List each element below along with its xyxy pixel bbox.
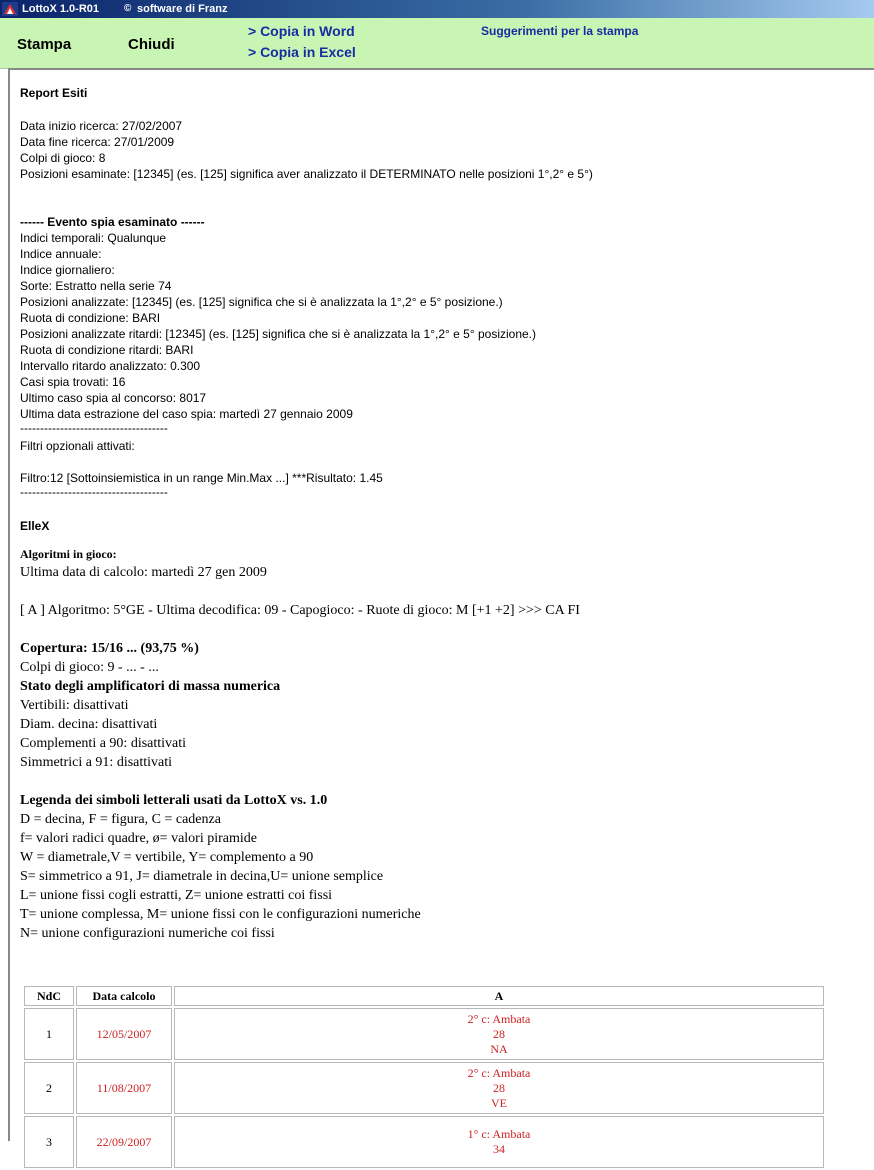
cell-a-number: 28: [493, 1080, 505, 1095]
filters-header: Filtri opzionali attivati:: [20, 439, 135, 453]
algo-header: Algoritmi in gioco:: [20, 547, 117, 561]
cell-date: 12/05/2007: [76, 1008, 172, 1060]
legend-line: f= valori radici quadre, ø= valori piramide: [20, 831, 257, 846]
cell-a-type: 2° c: Ambata: [467, 1065, 531, 1080]
cell-a-number: 34: [493, 1142, 505, 1156]
cell-a-type: 2° c: Ambata: [467, 1011, 531, 1026]
ellex-title: ElleX: [20, 519, 50, 533]
spy-line: Posizioni analizzate ritardi: [12345] (es. [125] significa che si è analizzata la 1°,2° e 5° posizione.): [20, 327, 537, 341]
ellex-shots: Colpi di gioco: 9 - ... - ...: [20, 660, 159, 675]
spy-line: Ruota di condizione ritardi: BARI: [20, 343, 194, 357]
filter-line: Filtro:12 [Sottoinsiemistica in un range Min.Max ...] ***Risultato: 1.45: [20, 471, 383, 485]
spy-event-header: ------ Evento spia esaminato ------: [20, 215, 205, 229]
spy-line: Ultimo caso spia al concorso: 8017: [20, 391, 207, 405]
report-panel: [8, 68, 874, 1156]
cell-a: [174, 1008, 824, 1060]
title-bar: [0, 0, 874, 18]
cell-a-number: 28: [493, 1026, 505, 1041]
cell-ndc: 2: [24, 1062, 74, 1114]
report-end-date: Data fine ricerca: 27/01/2009: [20, 135, 175, 149]
copy-excel-link[interactable]: > Copia in Excel: [248, 44, 356, 60]
table-row: [24, 1062, 824, 1114]
divider-line: -------------------------------------: [20, 421, 168, 435]
spy-line: Indici temporali: Qualunque: [20, 231, 167, 245]
spy-line: Ultima data estrazione del caso spia: martedì 27 gennaio 2009: [20, 407, 353, 421]
col-header-ndc: NdC: [24, 986, 74, 1006]
spy-line: Posizioni analizzate: [12345] (es. [125] significa che si è analizzata la 1°,2° e 5° posizione.): [20, 295, 503, 309]
amplifiers-header: Stato degli amplificatori di massa numerica: [20, 679, 281, 694]
legend-line: N= unione configurazioni numeriche coi fissi: [20, 926, 275, 941]
toolbar: [0, 18, 874, 69]
legend-header: Legenda dei simboli letterali usati da LottoX vs. 1.0: [20, 793, 328, 808]
results-table: [22, 984, 826, 1170]
algorithm-line: [ A ] Algoritmo: 5°GE - Ultima decodifica: 09 - Capogioco: - Ruote di gioco: M [+1 +2] >>> CA FI: [20, 603, 580, 618]
report-start-date: Data inizio ricerca: 27/02/2007: [20, 119, 183, 133]
cell-a-wheel: VE: [491, 1095, 507, 1110]
copyright-icon: ©: [124, 3, 132, 14]
legend-line: W = diametrale,V = vertibile, Y= complemento a 90: [20, 850, 314, 865]
col-header-date: Data calcolo: [76, 986, 172, 1006]
window-subtitle: software di Franz: [137, 3, 228, 15]
cell-a: [174, 1116, 824, 1168]
cell-a-type: 1° c: Ambata: [467, 1127, 531, 1141]
spy-line: Sorte: Estratto nella serie 74: [20, 279, 172, 293]
report-shots: Colpi di gioco: 8: [20, 151, 106, 165]
window-title: LottoX 1.0-R01: [22, 3, 100, 15]
cell-ndc: 1: [24, 1008, 74, 1060]
table-row: [24, 1008, 824, 1060]
lottox-logo-icon: [2, 2, 18, 16]
print-tips-link[interactable]: Suggerimenti per la stampa: [481, 24, 639, 38]
print-button[interactable]: Stampa: [17, 36, 72, 53]
cell-date: 11/08/2007: [76, 1062, 172, 1114]
cell-a-wheel: NA: [490, 1041, 508, 1056]
legend-line: L= unione fissi cogli estratti, Z= unione estratti coi fissi: [20, 888, 333, 903]
report-title: Report Esiti: [20, 86, 88, 100]
spy-line: Indice annuale:: [20, 247, 102, 261]
close-button[interactable]: Chiudi: [128, 36, 175, 53]
report-positions: Posizioni esaminate: [12345] (es. [125] significa aver analizzato il DETERMINATO nelle posizioni 1°,2° e 5°): [20, 167, 593, 181]
amplifier-line: Vertibili: disattivati: [20, 698, 129, 713]
cell-ndc: 3: [24, 1116, 74, 1168]
amplifier-line: Complementi a 90: disattivati: [20, 736, 187, 751]
table-row: [24, 1116, 824, 1168]
amplifier-line: Simmetrici a 91: disattivati: [20, 755, 173, 770]
legend-line: T= unione complessa, M= unione fissi con le configurazioni numeriche: [20, 907, 421, 922]
spy-line: Casi spia trovati: 16: [20, 375, 126, 389]
amplifier-line: Diam. decina: disattivati: [20, 717, 158, 732]
spy-line: Indice giornaliero:: [20, 263, 115, 277]
spy-line: Ruota di condizione: BARI: [20, 311, 161, 325]
last-calc-date: Ultima data di calcolo: martedì 27 gen 2009: [20, 565, 267, 580]
cell-date: 22/09/2007: [76, 1116, 172, 1168]
table-header-row: [24, 986, 824, 1006]
spy-line: Intervallo ritardo analizzato: 0.300: [20, 359, 201, 373]
copy-word-link[interactable]: > Copia in Word: [248, 23, 355, 39]
cell-a: [174, 1062, 824, 1114]
legend-line: S= simmetrico a 91, J= diametrale in decina,U= unione semplice: [20, 869, 384, 884]
col-header-a: A: [174, 986, 824, 1006]
legend-line: D = decina, F = figura, C = cadenza: [20, 812, 221, 827]
coverage: Copertura: 15/16 ... (93,75 %): [20, 641, 199, 656]
divider-line: -------------------------------------: [20, 485, 168, 499]
